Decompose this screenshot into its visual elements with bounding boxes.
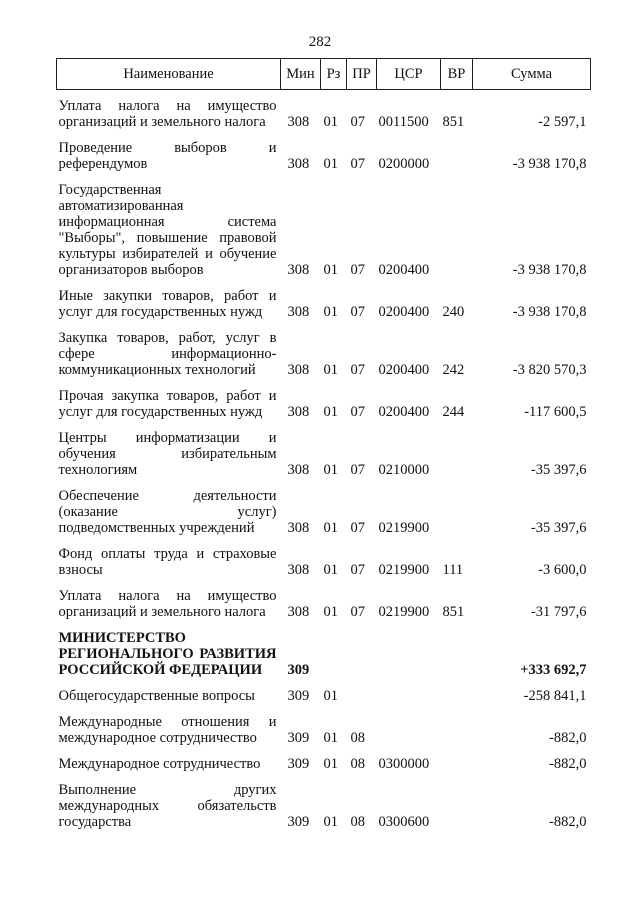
cell-pr: 07 [350,262,365,278]
column-header-rz: Рз [321,59,347,90]
cell-csr: 0200000 [378,156,430,172]
column-header-vr: ВР [441,59,473,90]
table-row [57,140,591,182]
cell-rz [321,630,347,688]
cell-csr: 0200400 [378,362,430,378]
cell-name: Прочая закупка товаров, работ и услуг для государственных нужд [58,388,277,420]
cell-sum: -3 938 170,8 [512,304,587,320]
cell-min: 308 [287,604,310,620]
cell-csr: 0210000 [378,462,430,478]
cell-sum: -882,0 [549,814,587,830]
cell-vr [441,756,473,782]
cell-name: Международные отношения и международное сотрудничество [58,714,277,746]
cell-min: 308 [287,114,310,130]
cell-name: Проведение выборов и референдумов [58,140,277,172]
cell-min: 309 [287,730,310,746]
cell-name: Иные закупки товаров, работ и услуг для государственных нужд [58,288,277,320]
cell-min: 308 [287,304,310,320]
table-row [57,630,591,688]
cell-rz: 01 [323,730,338,746]
cell-vr [441,488,473,546]
cell-sum: -3 938 170,8 [512,156,587,172]
cell-rz: 01 [323,756,338,772]
cell-pr: 07 [350,156,365,172]
table-row [57,90,591,141]
cell-min: 308 [287,156,310,172]
column-header-name: Наименование [57,59,281,90]
cell-rz: 01 [323,156,338,172]
cell-name: Уплата налога на имущество организаций и земельного налога [58,98,277,130]
table-row [57,546,591,588]
column-header-csr: ЦСР [377,59,441,90]
cell-csr [377,714,441,756]
cell-pr [347,630,377,688]
cell-min: 308 [287,562,310,578]
cell-rz: 01 [323,604,338,620]
cell-name: Общегосударственные вопросы [58,688,255,704]
cell-sum: -31 797,6 [530,604,587,620]
cell-vr: 242 [442,362,465,378]
cell-sum: -35 397,6 [530,462,587,478]
table-row [57,388,591,430]
column-header-pr: ПР [347,59,377,90]
cell-vr [441,782,473,840]
cell-vr: 851 [442,604,465,620]
cell-vr: 244 [442,404,465,420]
cell-vr: 851 [442,114,465,130]
cell-rz: 01 [323,520,338,536]
cell-sum: -117 600,5 [524,404,587,420]
cell-min: 308 [287,520,310,536]
page-number: 282 [308,34,332,50]
cell-rz: 01 [323,114,338,130]
cell-csr: 0200400 [378,262,430,278]
cell-csr: 0219900 [378,520,430,536]
cell-min: 308 [287,404,310,420]
cell-min: 309 [287,662,310,678]
cell-csr [377,630,441,688]
cell-csr: 0300000 [378,756,430,772]
table-row [57,688,591,714]
cell-vr: 111 [442,562,464,578]
cell-name: Международное сотрудничество [58,756,261,772]
cell-csr: 0300600 [378,814,430,830]
table-row [57,488,591,546]
cell-csr: 0219900 [378,604,430,620]
cell-rz: 01 [323,562,338,578]
table-header [57,59,591,90]
cell-csr: 0219900 [378,562,430,578]
cell-pr: 07 [350,462,365,478]
cell-pr: 07 [350,304,365,320]
cell-vr [441,430,473,488]
cell-name: Центры информатизации и обучения избирательным технологиям [58,430,277,478]
cell-rz: 01 [323,304,338,320]
column-header-sum: Сумма [473,59,591,90]
cell-rz: 01 [323,688,338,704]
table-row [57,714,591,756]
table-row [57,182,591,288]
cell-rz: 01 [323,362,338,378]
cell-vr [441,714,473,756]
cell-name: Закупка товаров, работ, услуг в сфере информационно-коммуникационных технологий [58,330,277,378]
cell-pr: 07 [350,562,365,578]
cell-pr: 08 [350,814,365,830]
cell-name: Обеспечение деятельности (оказание услуг) подведомственных учреждений [58,488,277,536]
cell-rz: 01 [323,262,338,278]
table-row [57,588,591,630]
cell-pr [347,688,377,714]
cell-sum: -882,0 [549,730,587,746]
cell-pr: 07 [350,520,365,536]
cell-csr [377,688,441,714]
cell-min: 308 [287,362,310,378]
cell-vr [441,182,473,288]
cell-sum: -3 938 170,8 [512,262,587,278]
cell-min: 308 [287,262,310,278]
cell-sum: -258 841,1 [523,688,587,704]
cell-vr [441,140,473,182]
cell-name: МИНИСТЕРСТВО РЕГИОНАЛЬНОГО РАЗВИТИЯ РОССИЙСКОЙ ФЕДЕРАЦИИ [58,630,277,678]
cell-pr: 07 [350,604,365,620]
cell-vr: 240 [442,304,465,320]
table-row [57,288,591,330]
cell-pr: 07 [350,362,365,378]
cell-name: Уплата налога на имущество организаций и земельного налога [58,588,277,620]
cell-sum: -35 397,6 [530,520,587,536]
column-header-min: Мин [281,59,321,90]
cell-name: Выполнение других международных обязательств государства [58,782,277,830]
table-row [57,430,591,488]
cell-name: Фонд оплаты труда и страховые взносы [58,546,277,578]
cell-pr: 08 [350,756,365,772]
cell-min: 308 [287,462,310,478]
table-row [57,782,591,840]
cell-vr [441,630,473,688]
cell-sum: -3 820 570,3 [512,362,587,378]
cell-csr: 0200400 [378,304,430,320]
cell-pr: 08 [350,730,365,746]
cell-sum: -882,0 [549,756,587,772]
cell-rz: 01 [323,404,338,420]
cell-sum: -2 597,1 [538,114,587,130]
cell-min: 309 [287,814,310,830]
cell-csr: 0200400 [378,404,430,420]
cell-sum: +333 692,7 [520,662,587,678]
cell-min: 309 [287,688,310,704]
table-row [57,756,591,782]
cell-min: 309 [287,756,310,772]
cell-name: Государственная автоматизированная информационная система "Выборы", повышение правовой культуры избирателей и обучение организаторов выборов [58,182,277,278]
cell-pr: 07 [350,404,365,420]
cell-rz: 01 [323,462,338,478]
cell-vr [441,688,473,714]
cell-csr: 0011500 [378,114,429,130]
table-row [57,330,591,388]
cell-pr: 07 [350,114,365,130]
cell-rz: 01 [323,814,338,830]
table-body [57,90,591,841]
cell-sum: -3 600,0 [538,562,587,578]
budget-table [56,58,591,840]
